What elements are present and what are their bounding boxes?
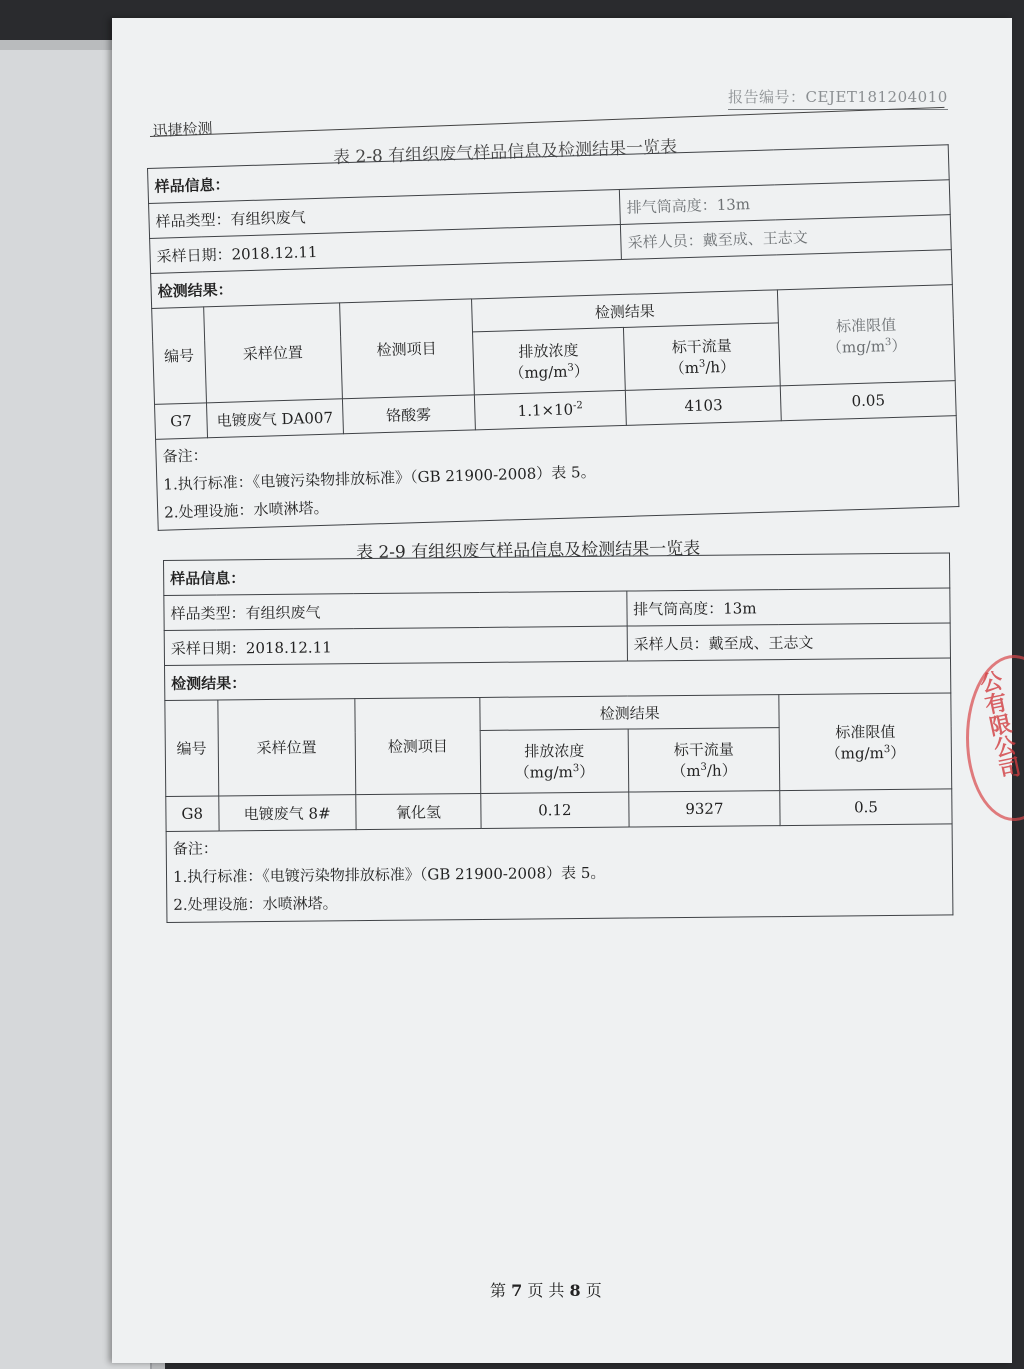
concentration-label: 排放浓度 [518, 341, 579, 362]
samplers: 采样人员：戴至成、王志文 [627, 623, 951, 661]
limit-unit: $(mg/m^3)$ [826, 336, 907, 357]
remarks [166, 824, 953, 923]
remarks-label: 备注： [162, 446, 208, 466]
concentration-label: 排放浓度 [524, 741, 585, 761]
page-number: 第 7 页 共 8 页 [490, 1281, 602, 1300]
concentration-unit: $(mg/m^3)$ [509, 361, 590, 383]
samplers: 采样人员：戴至成、王志文 [621, 215, 952, 260]
cell-concentration: 0.12 [481, 792, 629, 828]
sample-type: 样品类型：有组织废气 [164, 591, 627, 630]
sampling-date: 采样日期：2018.12.11 [164, 626, 627, 665]
col-header-limit [778, 285, 956, 386]
remark-standard: 1.执行标准：《电镀污染物排放标准》（GB 21900-2008）表 5。 [163, 462, 596, 494]
limit-unit: $(mg/m^3)$ [825, 743, 906, 763]
cell-item: 铬酸雾 [342, 395, 475, 434]
seal-text: 公有限公司 [974, 668, 1023, 782]
flow-unit: $(m^3/h)$ [671, 761, 737, 781]
col-header-limit [779, 693, 952, 791]
col-header-no: 编号 [152, 307, 207, 404]
cell-limit: 0.05 [780, 381, 956, 421]
stack-height: 排气筒高度：13m [627, 588, 951, 626]
concentration-unit: $(mg/m^3)$ [514, 762, 595, 782]
cell-limit: 0.5 [780, 789, 952, 826]
col-header-results: 检测结果 [480, 695, 779, 731]
cell-concentration: $1.1\times 10^{-2}$ [474, 390, 627, 429]
table-2-8 [147, 144, 959, 531]
report-number: 报告编号：CEJET181204010 [728, 86, 948, 110]
cell-location: 电镀废气 DA007 [206, 399, 343, 438]
col-header-location: 采样位置 [204, 303, 343, 403]
remark-facility: 2.处理设施：水喷淋塔。 [173, 894, 338, 914]
col-header-item: 检测项目 [355, 697, 481, 794]
col-header-location: 采样位置 [217, 699, 355, 796]
table-2-9 [163, 552, 953, 923]
col-header-concentration [472, 327, 626, 394]
col-header-results: 检测结果 [471, 290, 779, 332]
results-label: 检测结果： [151, 250, 953, 309]
limit-label: 标准限值 [835, 315, 897, 336]
stack-height: 排气筒高度：13m [620, 180, 951, 225]
flow-label: 标干流量 [673, 740, 734, 760]
col-header-flow [628, 728, 780, 792]
flow-label: 标干流量 [671, 336, 733, 357]
company-name: 迅捷检测 [152, 119, 213, 141]
cell-flow: 9327 [628, 791, 780, 827]
col-header-concentration [480, 729, 628, 793]
cell-location: 电镀废气 8# [218, 795, 356, 831]
cell-no: G7 [155, 403, 208, 440]
cell-item: 氰化氢 [356, 793, 482, 829]
col-header-item: 检测项目 [339, 299, 474, 399]
sampling-date: 采样日期：2018.12.11 [150, 224, 622, 273]
remarks-label: 备注： [172, 839, 218, 858]
cell-no: G8 [166, 796, 219, 832]
remark-standard: 1.执行标准：《电镀污染物排放标准》（GB 21900-2008）表 5。 [172, 863, 606, 886]
limit-label: 标准限值 [835, 722, 896, 742]
cell-flow: 4103 [626, 386, 782, 426]
col-header-no: 编号 [165, 700, 218, 796]
table-2-9-title: 表 2-9 有组织废气样品信息及检测结果一览表 [355, 538, 701, 563]
results-label: 检测结果： [165, 658, 951, 701]
table-2-8-title: 表 2-8 有组织废气样品信息及检测结果一览表 [332, 137, 678, 168]
sample-info-label: 样品信息： [164, 553, 950, 596]
col-header-flow [624, 323, 781, 391]
flow-unit: $(m^3/h)$ [669, 357, 736, 378]
sample-type: 样品类型：有组织废气 [149, 189, 621, 238]
remark-facility: 2.处理设施：水喷淋塔。 [163, 498, 329, 522]
sample-info-label: 样品信息： [148, 145, 950, 204]
